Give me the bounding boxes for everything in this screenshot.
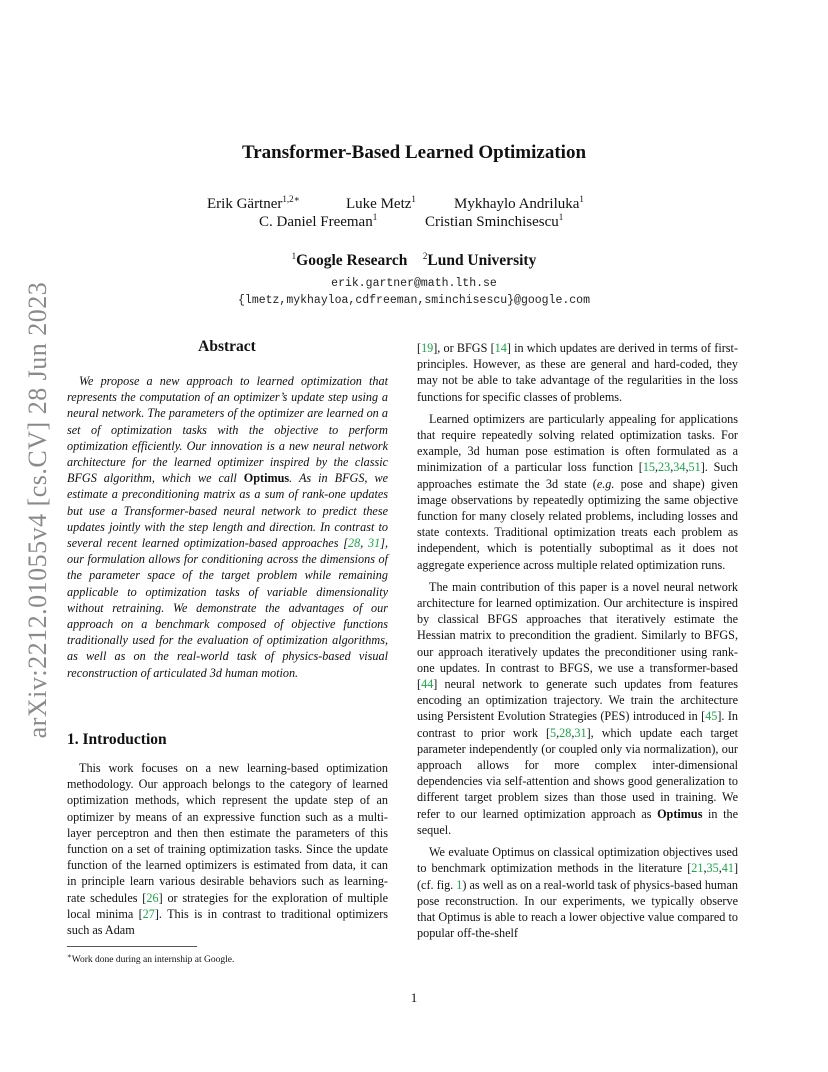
introduction-text: This work focuses on a new learning-based optimization methodology. Our approach belongs to the category of learned optimization methods, which represent the update step of an optimizer by means of an expressive function such as a multi-layer perceptron and then then estimate the parameters of this function on a set of training optimization tasks. Since the update function of the learned optimizers is estimated from data, it can in principle learn various desirable behaviors such as learning-rate schedules [26] or strategies for the exploration of multiple local minima [27]. This is in contrast to traditional optimizers such as Adam [67, 761, 388, 938]
arxiv-identifier: arXiv:2212.01055v4 [cs.CV] 28 Jun 2023 [23, 281, 52, 739]
section-heading-introduction: 1. Introduction [67, 731, 167, 748]
email-primary: erik.gartner@math.lth.se [331, 277, 497, 290]
paragraph-2: Learned optimizers are particularly appealing for applications that require repeatedly solving related optimization tasks. For example, 3d human pose estimation is often formulated as a minimization of a particular loss function [15,23,34,51]. Such approaches estimate the 3d state (e.g. pose and shape) given image observations by repeatedly optimizing the same objective function for many closely related problems, including losses and state contexts. Traditional optimization treats each problem as independent, which is potentially suboptimal as it does not aggregate experience across multiple related optimization runs. [417, 411, 739, 572]
author-3: Mykhaylo Andriluka$^1$ [454, 194, 584, 212]
abstract-text: We propose a new approach to learned optimization that represents the computation of an optimizer’s update step using a neural network. The parameters of the optimizer are learned on a set of optimization tasks with the objective to perform optimization efficiently. Our innovation is a new neural network architecture for the learned optimizer inspired by the classic BFGS algorithm, which we call Optimus. As in BFGS, we estimate a preconditioning matrix as a sum of rank-one updates but use a Transformer-based neural network to predict these updates jointly with the step length and direction. In contrast to several recent learned optimization-based approaches [28, 31], our formulation allows for conditioning across the dimensions of the parameter space of the target problem while remaining applicable to optimization tasks of variable dimensionality without retraining. We demonstrate the advantages of our approach on a benchmark composed of objective functions traditionally used for the evaluation of optimization algorithms, as well as on the real-world task of physics-based visual reconstruction of articulated 3d human motion. [67, 374, 389, 680]
right-column-text [417, 340, 738, 947]
paragraph-1: [19], or BFGS [14] in which updates are derived in terms of first-principles. However, as these are general and hard-coded, they may not be able to take advantage of the regularities in the loss functions for specific classes of problems. [417, 341, 738, 404]
author-2: Luke Metz$^1$ [346, 194, 416, 212]
abstract-heading: Abstract [198, 338, 256, 355]
footnote-rule [67, 946, 197, 947]
page-number: 1 [410, 990, 418, 1005]
paper-title: Transformer-Based Learned Optimization [241, 142, 587, 163]
author-1: Erik Gärtner$^{1,2∗}$ [207, 194, 300, 212]
paragraph-4: We evaluate Optimus on classical optimization objectives used to benchmark optimization methods in the literature [21,35,41] (cf. fig. 1) as well as on a real-world task of physics-based human pose reconstruction. In our experiments, we typically observe that Optimus is able to reach a lower objective value compared to popular off-the-shelf [417, 845, 738, 941]
affiliations: $^1$Google Research $^2$Lund University [291, 251, 537, 269]
author-4: C. Daniel Freeman$^1$ [259, 212, 378, 230]
author-5: Cristian Sminchisescu$^1$ [425, 212, 564, 230]
paragraph-3: The main contribution of this paper is a novel neural network architecture for learned optimization. Our architecture is inspired by classical BFGS approaches that iteratively estimate the Hessian matrix to precondition the gradient. Similarly to BFGS, our approach iteratively updates the preconditioner using rank-one updates. In contrast to BFGS, we use a transformer-based [44] neural network to generate such updates from features encoding an optimization trajectory. We train the architecture using Persistent Evolution Strategies (PES) introduced in [45]. In contrast to prior work [5,28,31], which update each target parameter independently (or coupled only via normalization), our approach allows for more complex inter-dimensional dependencies via self-attention and shows good generalization to different target problem sizes than those used in training. We refer to our learned optimization approach as Optimus in the sequel. [417, 579, 739, 837]
arxiv-side-label [16, 281, 60, 739]
footnote: ∗Work done during an internship at Google. [67, 952, 235, 965]
email-group: {lmetz,mykhayloa,cdfreeman,sminchisescu}@google.com [238, 294, 590, 307]
